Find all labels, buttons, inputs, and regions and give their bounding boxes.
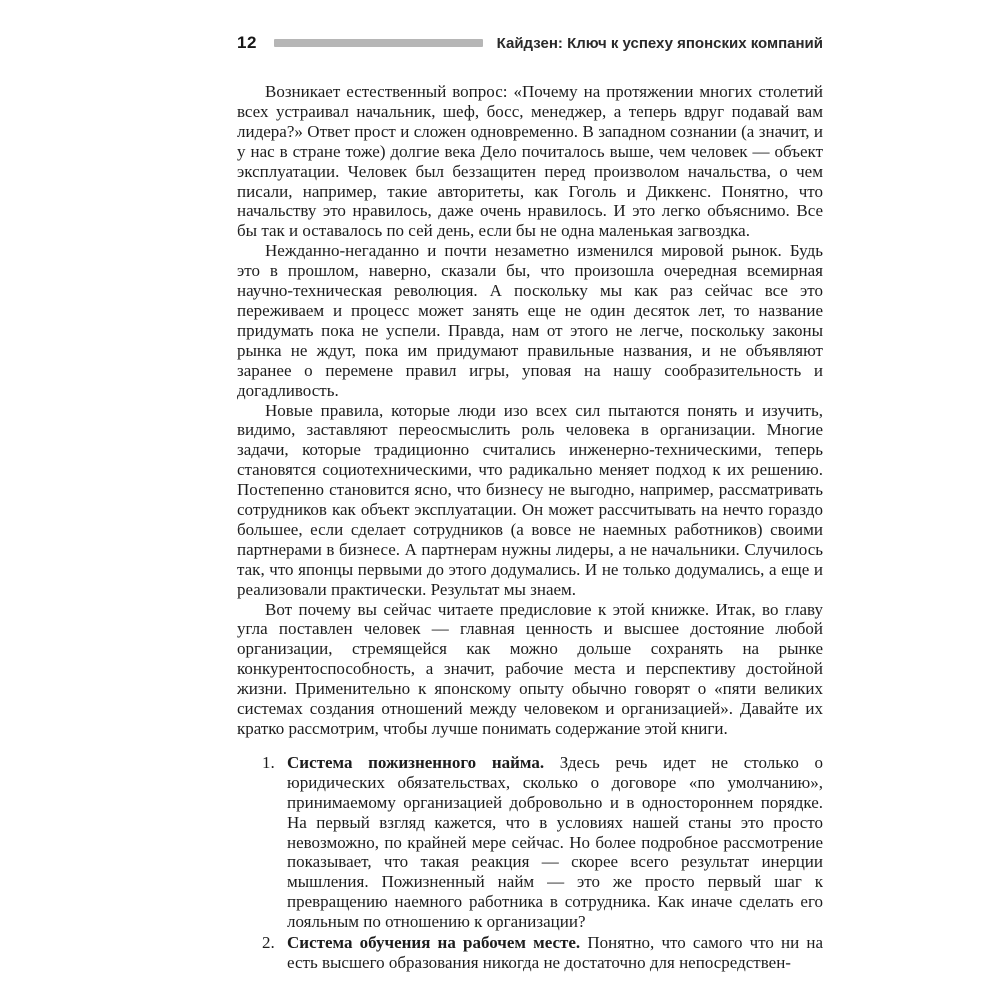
numbered-list — [237, 753, 823, 973]
paragraph: Новые правила, которые люди изо всех сил пытаются понять и изучить, видимо, заставляют переосмыслить роль человека в организации. Многие задачи, которые традиционно считались инженерно-техническими, теперь становятся социотехническими, что радикально меняет подход к их решению. Постепенно становится ясно, что бизнесу не выгодно, например, рассматривать сотрудников как объект эксплуатации. Он может рассчитывать на нечто гораздо большее, если сделает сотрудников (а вовсе не наемных работников) своими партнерами в бизнесе. А партнерам нужны лидеры, а не начальники. Случилось так, что японцы первыми до этого додумались. И не только додумались, а еще и реализовали практически. Результат мы знаем. — [237, 400, 823, 599]
list-item — [237, 933, 823, 973]
list-item-title: Система обучения на рабочем месте. — [287, 933, 581, 953]
header-rule — [274, 39, 483, 47]
list-item — [237, 753, 823, 932]
page-number: 12 — [237, 33, 257, 52]
list-item-number: 1. — [262, 752, 275, 772]
list-item-text: Понятно, что самого что ни на есть высшего образования никогда не достаточно для непосредствен- — [287, 933, 823, 972]
header-running-title: Кайдзен: Ключ к успеху японских компаний — [496, 34, 823, 52]
list-item-text: Здесь речь идет не столько о юридических обязательствах, сколько о договоре «по умолчанию», принимаемому организацией добровольно и в одностороннем порядке. На первый взгляд кажется, что в условиях нашей станы это просто невозможно, по крайней мере сейчас. Но более подробное рассмотрение показывает, что такая реакция — скорее всего результат инерции мышления. Пожизненный найм — это же просто первый шаг к превращению наемного работника в сотрудника. Как иначе сделать его лояльным по отношению к организации? — [287, 752, 823, 932]
paragraph: Вот почему вы сейчас читаете предисловие к этой книжке. Итак, во главу угла поставлен человек — главная ценность и высшее достояние любой организации, стремящейся как можно дольше сохранять на рынке конкурентоспособность, а значит, рабочие места и перспективу достойной жизни. Применительно к японскому опыту обычно говорят о «пяти великих системах создания отношений между человеком и организацией». Давайте их кратко рассмотрим, чтобы лучше понимать содержание этой книги. — [237, 599, 823, 738]
paragraph: Нежданно-негаданно и почти незаметно изменился мировой рынок. Будь это в прошлом, наверно, сказали бы, что произошла очередная всемирная научно-техническая революция. А поскольку мы как раз сейчас все это переживаем и процесс может занять еще не один десяток лет, то название придумать пока не успели. Правда, нам от этого не легче, поскольку законы рынка не ждут, пока им придумают правильные названия, и не объявляют заранее о перемене правил игры, уповая на нашу сообразительность и догадливость. — [237, 241, 823, 400]
paragraph: Возникает естественный вопрос: «Почему на протяжении многих столетий всех устраивал начальник, шеф, босс, менеджер, а теперь вдруг подавай вам лидера?» Ответ прост и сложен одновременно. В западном сознании (а значит, и у нас в стране тоже) долгие века Дело почиталось выше, чем человек — объект эксплуатации. Человек был беззащитен перед произволом начальства, о чем писали, например, такие авторитеты, как Гоголь и Диккенс. Понятно, что начальству это нравилось, даже очень нравилось. И это легко объяснимо. Все бы так и оставалось по сей день, если бы не одна маленькая загвоздка. — [237, 82, 823, 241]
list-item-number: 2. — [262, 933, 275, 953]
body-text — [237, 82, 823, 973]
list-item-title: Система пожизненного найма. — [287, 752, 545, 772]
book-page — [237, 0, 823, 1000]
page-header — [237, 33, 823, 53]
